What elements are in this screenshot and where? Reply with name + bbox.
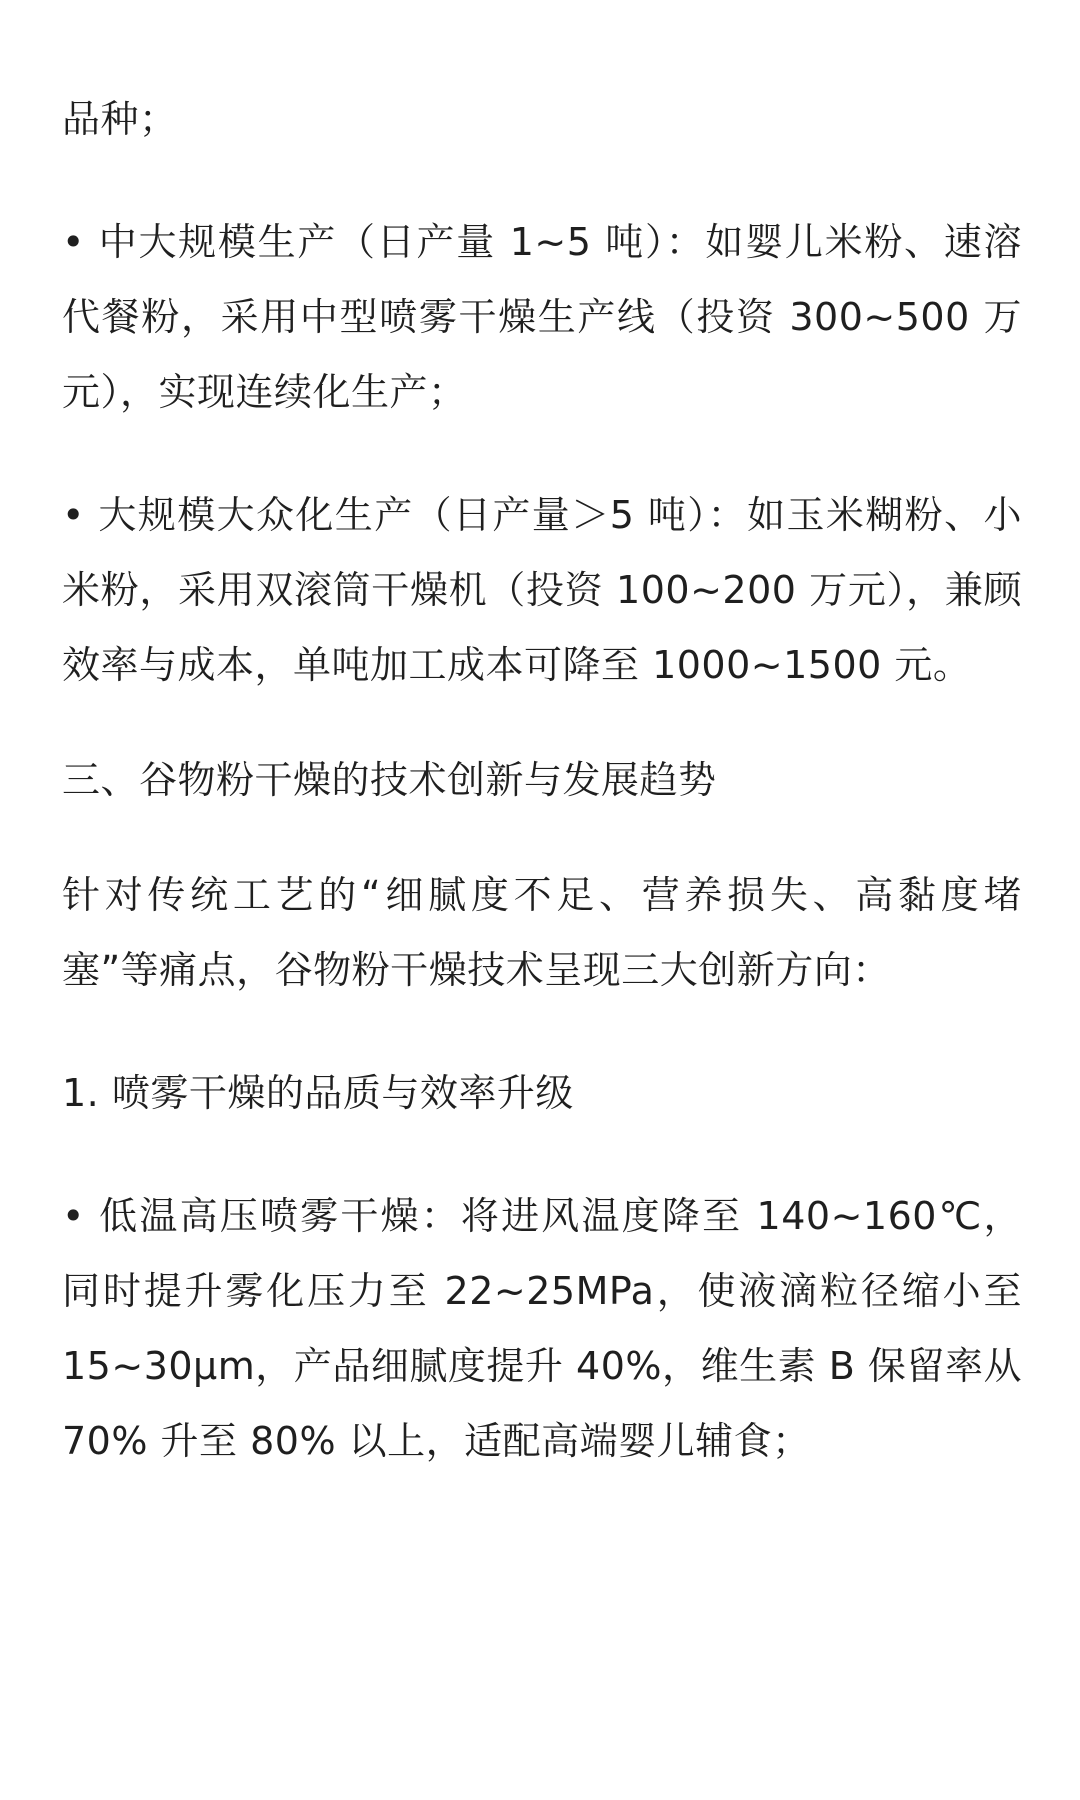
paragraph-variety-end: 品种； [62, 97, 178, 141]
paragraph-low-temp-spray: • 低温高压喷雾干燥：将进风温度降至 140~160℃，同时提升雾化压力至 22~25MPa，使液滴粒径缩小至 15~30μm，产品细腻度提升 40%，维生素 B 保留率从 70% 升至 80% 以上，适配高端婴儿辅食； [62, 1194, 1022, 1463]
article-body [62, 82, 1022, 1479]
section-heading-innovation: 三、谷物粉干燥的技术创新与发展趋势 [62, 758, 717, 802]
paragraph-pain-points: 针对传统工艺的“细腻度不足、营养损失、高黏度堵塞”等痛点，谷物粉干燥技术呈现三大创新方向： [62, 873, 1022, 992]
subheading-spray-drying: 1. 喷雾干燥的品质与效率升级 [62, 1071, 574, 1115]
paragraph-large-scale: • 大规模大众化生产（日产量＞5 吨）：如玉米糊粉、小米粉，采用双滚筒干燥机（投资 100~200 万元），兼顾效率与成本，单吨加工成本可降至 1000~1500 元。 [62, 493, 1022, 687]
paragraph-medium-large-scale: • 中大规模生产（日产量 1~5 吨）：如婴儿米粉、速溶代餐粉，采用中型喷雾干燥生产线（投资 300~500 万元），实现连续化生产； [62, 220, 1022, 414]
